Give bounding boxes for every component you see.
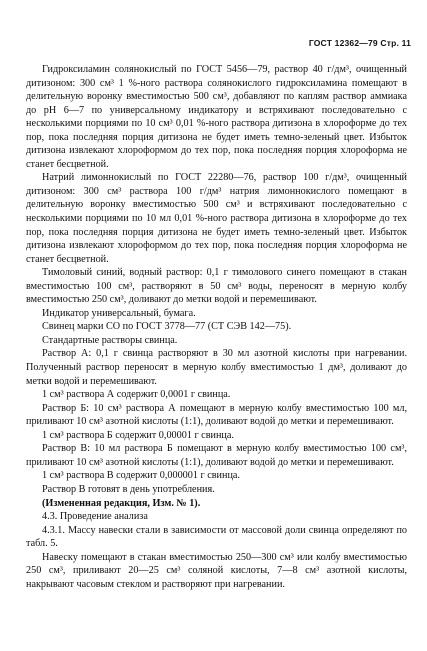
paragraph-dissolution: Навеску помещают в стакан вместимостью 250—300 см³ или колбу вместимостью 250 см³, приливают 20—25 см³ соляной кислоты, 7—8 см³ азотной кислоты, накрывают часовым стеклом и растворяют при нагревании. [26, 551, 407, 590]
document-body [26, 63, 407, 591]
paragraph-solution-b-content: 1 см³ раствора Б содержит 0,00001 г свинца. [42, 429, 234, 441]
paragraph-hydroxylamine: Гидроксиламин солянокислый по ГОСТ 5456—79, раствор 40 г/дм³, очищенный дитизоном: 300 см³ 1 %-ного раствора солянокислого гидроксиламина помещают в делительную воронку вместимостью 500 см³, добавляют по каплям раствор аммиака до pH 6—7 по универсальному индикатору и встряхивают последовательно с несколькими порциями по 10 см³ 0,01 %-ного раствора дитизона в хлороформе до тех пор, пока последняя порция дитизона не будет иметь темно-зеленый цвет. Избыток дитизона извлекают хлороформом до тех пор, пока последняя порция хлороформа не станет бесцветной. [26, 64, 407, 170]
paragraph-thymol-blue: Тимоловый синий, водный раствор: 0,1 г тимолового синего помещают в стакан вместимостью 100 см³, растворяют в 50 см³ воды, переносят в мерную колбу вместимостью 250 см³, доливают до метки водой и перемешивают. [26, 267, 407, 306]
paragraph-solution-a: Раствор А: 0,1 г свинца растворяют в 30 мл азотной кислоты при нагревании. Полученный раствор переносят в мерную колбу вместимостью 1 дм³, доливают до метки водой и перемешивают. [26, 348, 407, 387]
paragraph-solution-v-prepare: Раствор В готовят в день употребления. [42, 483, 215, 495]
paragraph-sodium-citrate: Натрий лимоннокислый по ГОСТ 22280—76, раствор 100 г/дм³, очищенный дитизоном: 300 см³ раствора 100 г/дм³ натрия лимоннокислого помещают в делительную воронку вместимостью 500 см³ и встряхивают последовательно с несколькими порциями по 10 мл 0,01 %-ного раствора дитизона в хлороформе до тех пор, пока последняя порция дитизона не будет иметь темно-зеленый цвет. Избыток дитизона извлекают хлороформом до тех пор, пока последняя порция хлороформа не станет бесцветной. [26, 172, 407, 265]
paragraph-solution-v-content: 1 см³ раствора В содержит 0,000001 г свинца. [42, 470, 240, 482]
paragraph-indicator: Индикатор универсальный, бумага. [42, 307, 196, 319]
paragraph-solution-v: Раствор В: 10 мл раствора Б помещают в мерную колбу вместимостью 100 см³, приливают 10 см³ азотной кислоты (1:1), доливают водой до метки и перемешивают. [26, 443, 407, 468]
section-heading: 4.3. Проведение анализа [42, 511, 148, 523]
amendment-note: (Измененная редакция, Изм. № 1). [42, 497, 201, 509]
paragraph-standard-solutions: Стандартные растворы свинца. [42, 334, 178, 346]
paragraph-solution-b: Раствор Б: 10 см³ раствора А помещают в мерную колбу вместимостью 100 мл, приливают 10 см³ азотной кислоты (1:1), доливают водой до метки и перемешивают. [26, 402, 407, 428]
running-header: ГОСТ 12362—79 Стр. 11 [308, 38, 411, 48]
paragraph-lead-grade: Свинец марки СО по ГОСТ 3778—77 (СТ СЭВ 142—75). [42, 321, 292, 333]
paragraph-solution-a-content: 1 см³ раствора А содержит 0,0001 г свинца. [42, 389, 231, 401]
paragraph-sample-mass: 4.3.1. Массу навески стали в зависимости от массовой доли свинца определяют по табл. 5. [26, 524, 407, 550]
